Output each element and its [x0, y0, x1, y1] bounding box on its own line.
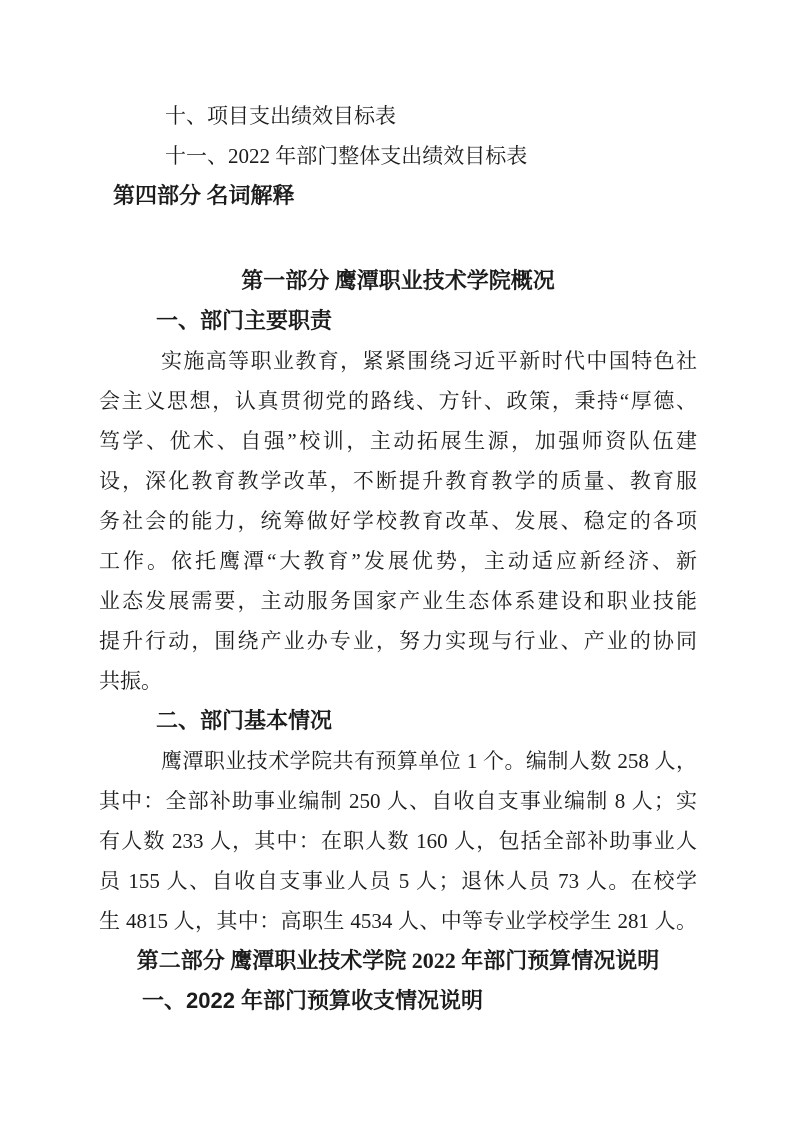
paragraph-line: 其中：全部补助事业编制 250 人、自收自支事业编制 8 人；实 [99, 789, 697, 813]
paragraph-line: 笃学、优术、自强”校训，主动拓展生源，加强师资队伍建 [99, 429, 697, 453]
paragraph-line: 员 155 人、自收自支事业人员 5 人；退休人员 73 人。在校学 [99, 869, 697, 893]
paragraph-line: 实施高等职业教育，紧紧围绕习近平新时代中国特色社 [161, 349, 697, 373]
paragraph-line: 有人数 233 人，其中：在职人数 160 人，包括全部补助事业人 [99, 829, 697, 853]
paragraph-line: 共振。 [99, 669, 162, 693]
section-heading-budget: 一、2022 年部门预算收支情况说明 [142, 988, 484, 1013]
paragraph-line: 设，深化教育教学改革，不断提升教育教学的质量、教育服 [99, 469, 697, 493]
toc-item: 十、项目支出绩效目标表 [165, 104, 396, 128]
paragraph-line: 业态发展需要，主动服务国家产业生态体系建设和职业技能 [99, 589, 697, 613]
part1-heading: 第一部分 鹰潭职业技术学院概况 [241, 268, 555, 293]
section-heading-basics: 二、部门基本情况 [156, 708, 333, 733]
paragraph-line: 工作。依托鹰潭“大教育”发展优势，主动适应新经济、新 [99, 549, 697, 573]
paragraph-line: 提升行动，围绕产业办专业，努力实现与行业、产业的协同 [99, 629, 697, 653]
part2-heading: 第二部分 鹰潭职业技术学院 2022 年部门预算情况说明 [136, 948, 660, 973]
vertical-spacer [99, 216, 697, 261]
paragraph-line: 鹰潭职业技术学院共有预算单位 1 个。编制人数 258 人， [161, 749, 697, 773]
section-heading-duties: 一、部门主要职责 [156, 308, 333, 333]
paragraph-line: 生 4815 人，其中：高职生 4534 人、中等专业学校学生 281 人。 [99, 909, 697, 933]
paragraph-line: 会主义思想，认真贯彻党的路线、方针、政策，秉持“厚德、 [99, 389, 697, 413]
toc-item: 十一、2022 年部门整体支出绩效目标表 [165, 144, 528, 168]
part4-heading: 第四部分 名词解释 [113, 183, 295, 208]
paragraph-line: 务社会的能力，统筹做好学校教育改革、发展、稳定的各项 [99, 509, 697, 533]
